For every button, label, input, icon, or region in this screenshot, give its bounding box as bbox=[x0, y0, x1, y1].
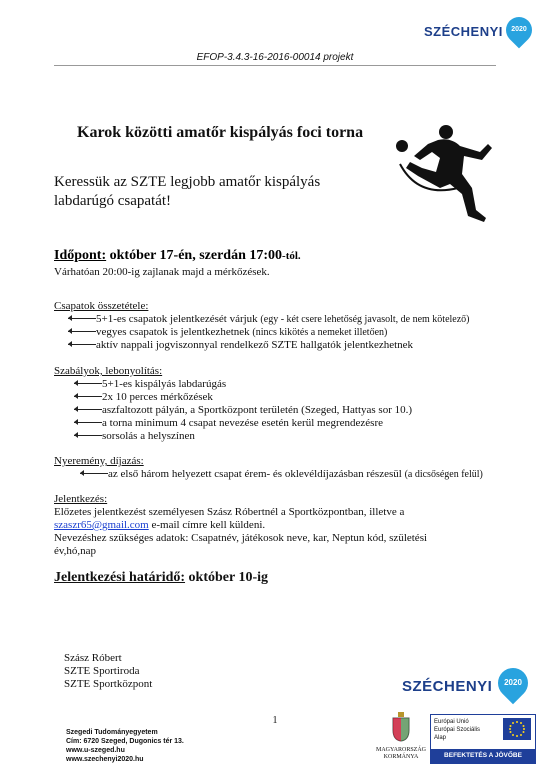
player-head bbox=[439, 125, 453, 139]
eu-line-2: Európai Szociális bbox=[434, 727, 481, 733]
arrow-dash-icon bbox=[68, 314, 96, 322]
page-title: Karok közötti amatőr kispályás foci torna bbox=[77, 124, 364, 141]
eu-logo-block bbox=[430, 714, 536, 764]
subtitle-line-1: Keressük az SZTE legjobb amatőr kispályás bbox=[54, 174, 321, 190]
brand-pin-icon bbox=[501, 12, 538, 49]
football-player-image bbox=[388, 118, 500, 236]
list-item-text: 5+1-es kispályás labdarúgás bbox=[102, 378, 227, 390]
page-number: 1 bbox=[272, 715, 278, 726]
list-item bbox=[68, 326, 470, 339]
szabalyok-section bbox=[54, 365, 412, 443]
brand-pin-icon bbox=[492, 662, 534, 704]
list-item bbox=[74, 430, 412, 443]
csapatok-heading: Csapatok összetétele: bbox=[54, 300, 149, 312]
idopont-suffix: -tól. bbox=[282, 250, 301, 262]
footer-web-1: www.u-szeged.hu bbox=[66, 747, 125, 754]
list-item bbox=[68, 339, 470, 352]
list-item-text: a torna minimum 4 csapat nevezése esetén kerül megrendezésre bbox=[102, 417, 383, 429]
signature-block bbox=[64, 652, 152, 691]
arrow-dash-icon bbox=[68, 340, 96, 348]
eu-slogan: BEFEKTETÉS A JÖVŐBE bbox=[431, 749, 535, 763]
szechenyi-logo-header bbox=[424, 14, 536, 48]
szechenyi-logo-footer bbox=[402, 666, 532, 706]
jelentkezes-section bbox=[54, 493, 427, 558]
list-item bbox=[74, 378, 412, 391]
arrow-dash-icon bbox=[74, 418, 102, 426]
list-item-text: sorsolás a helyszínen bbox=[102, 430, 195, 442]
signature-line-2: SZTE Sportiroda bbox=[64, 665, 140, 677]
arrow-dash-icon bbox=[68, 327, 96, 335]
subtitle-line-2: labdarúgó csapatát! bbox=[54, 193, 172, 209]
list-item-text: aszfaltozott pályán, a Sportközpont területén (Szeged, Hattyas sor 10.) bbox=[102, 404, 413, 416]
eu-line-1: Európai Unió bbox=[434, 719, 469, 725]
signature-line-3: SZTE Sportközpont bbox=[64, 678, 153, 690]
brand-text: SZÉCHENYI bbox=[424, 24, 503, 39]
jelentkezes-line-2 bbox=[54, 519, 427, 532]
idopont-value: október 17-én, szerdán 17:00 bbox=[106, 248, 283, 263]
arrow-dash-icon bbox=[74, 431, 102, 439]
signature-name: Szász Róbert bbox=[64, 652, 122, 664]
list-item bbox=[68, 313, 470, 326]
brand-year: 2020 bbox=[511, 26, 527, 33]
list-item-text: 2x 10 perces mérkőzések bbox=[102, 391, 213, 403]
footer-web-2: www.szechenyi2020.hu bbox=[66, 756, 144, 763]
nyeremeny-section bbox=[54, 455, 483, 481]
jelentkezes-line-1: Előzetes jelentkezést személyesen Szász Róbertnél a Sportközpontban, illetve a bbox=[54, 506, 405, 518]
arrow-dash-icon bbox=[74, 379, 102, 387]
project-code: EFOP-3.4.3-16-2016-00014 projekt bbox=[196, 52, 354, 63]
footer-address-line: Cím: 6720 Szeged, Dugonics tér 13. bbox=[66, 738, 184, 745]
hatarido-label: Jelentkezési határidő: bbox=[54, 570, 186, 585]
ball bbox=[396, 140, 408, 152]
coat-of-arms-icon bbox=[391, 712, 411, 742]
idopont-section bbox=[54, 248, 301, 279]
list-item bbox=[74, 417, 412, 430]
csapatok-section bbox=[54, 300, 470, 352]
szabalyok-heading: Szabályok, lebonyolítás: bbox=[54, 365, 163, 377]
eu-text bbox=[434, 718, 480, 742]
list-item-text: 5+1-es csapatok jelentkezését várjuk (egy - két csere lehetőség javasolt, de nem kötelező) bbox=[96, 313, 470, 325]
brand-text: SZÉCHENYI bbox=[402, 678, 493, 695]
jelentkezes-line-2-rest: e-mail címre kell küldeni. bbox=[148, 519, 266, 531]
list-item bbox=[74, 404, 412, 417]
gov-line-2: KORMÁNYA bbox=[383, 754, 419, 760]
list-item-text: az első három helyezett csapat érem- és oklevéldíjazásban részesül (a dicsőségen felül) bbox=[108, 468, 483, 480]
list-item bbox=[80, 468, 483, 481]
list-item-text: aktív nappali jogviszonnyal rendelkező SZTE hallgatók jelentkezhetnek bbox=[96, 339, 414, 351]
footer-org-name: Szegedi Tudományegyetem bbox=[66, 729, 158, 736]
arrow-dash-icon bbox=[80, 469, 108, 477]
government-logo bbox=[372, 712, 430, 764]
hatarido-value: október 10-ig bbox=[185, 570, 268, 585]
gov-line-1: MAGYARORSZÁG bbox=[375, 747, 426, 753]
brand-year: 2020 bbox=[504, 678, 522, 687]
idopont-label: Időpont: bbox=[54, 248, 107, 263]
jelentkezes-line-3: Nevezéshez szükséges adatok: Csapatnév, játékosok neve, kar, Neptun kód, születési bbox=[54, 532, 428, 544]
subtitle bbox=[54, 173, 320, 211]
email-link[interactable]: szaszr65@gmail.com bbox=[54, 519, 149, 531]
list-item bbox=[74, 391, 412, 404]
header-divider bbox=[54, 65, 496, 66]
arrow-dash-icon bbox=[74, 405, 102, 413]
idopont-note: Várhatóan 20:00-ig zajlanak majd a mérkőzések. bbox=[54, 266, 270, 278]
nyeremeny-heading: Nyeremény, díjazás: bbox=[54, 455, 144, 467]
footer-address bbox=[66, 728, 184, 764]
arrow-dash-icon bbox=[74, 392, 102, 400]
jelentkezes-line-4: év,hó,nap bbox=[54, 545, 97, 557]
jelentkezes-heading: Jelentkezés: bbox=[54, 493, 108, 505]
eu-flag-icon bbox=[503, 718, 531, 740]
player-body bbox=[406, 139, 492, 222]
list-item-text: vegyes csapatok is jelentkezhetnek (nincs kikötés a nemeket illetően) bbox=[96, 326, 388, 338]
eu-line-3: Alap bbox=[434, 735, 447, 741]
hatarido-section bbox=[54, 570, 268, 586]
